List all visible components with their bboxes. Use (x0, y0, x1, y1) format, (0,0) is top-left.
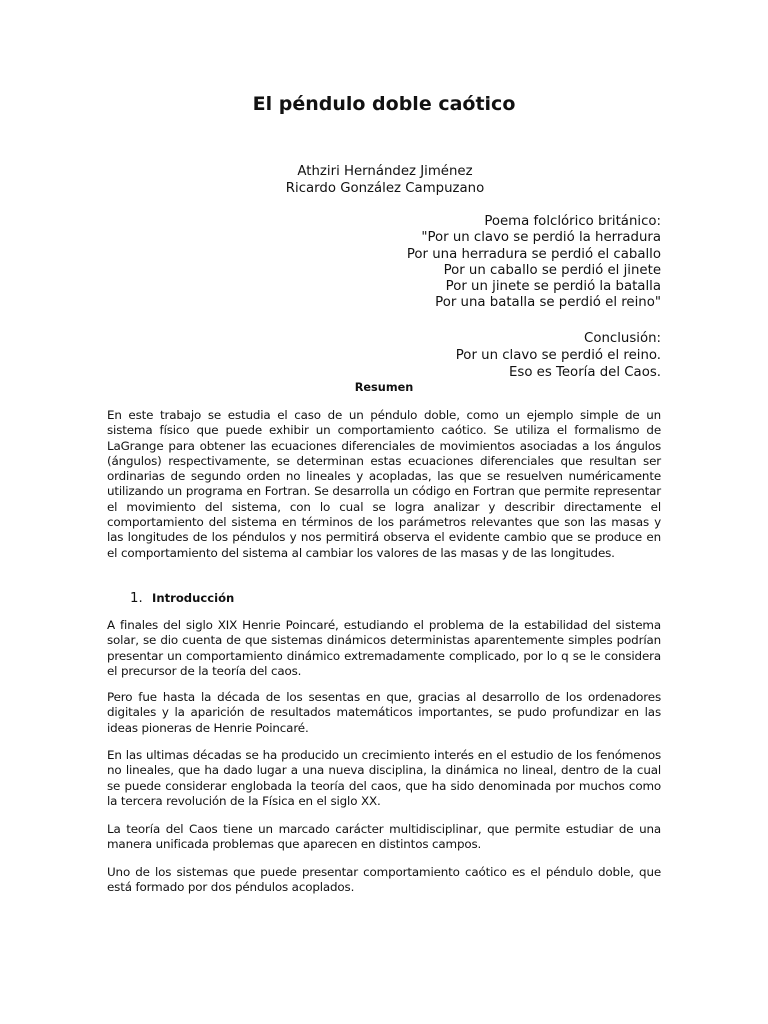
conclusion-line: Eso es Teoría del Caos. (508, 365, 661, 380)
conclusion-line: Por un clavo se perdió el reino. (455, 348, 661, 363)
intro-paragraph: Pero fue hasta la década de los sesentas en que, gracias al desarrollo de los ordenadores digitales y la aparición de resultados matemáticos importantes, se pudo profundizar en las ideas pioneras de Henrie Poincaré. (107, 690, 661, 735)
intro-paragraph: A finales del siglo XIX Henrie Poincaré, estudiando el problema de la estabilidad del sistema solar, se dio cuenta de que sistemas dinámicos deterministas aparentemente simples podrían presentar un comportamiento dinámico extremadamente complicado, por lo q se le considera el precursor de la teoría del caos. (107, 618, 661, 678)
poem-line: Por un jinete se perdió la batalla (445, 279, 661, 295)
section-heading-introduction (130, 590, 234, 607)
epigraph-conclusion (456, 330, 661, 381)
author-name: Ricardo González Campuzano (285, 181, 485, 196)
intro-paragraph: La teoría del Caos tiene un marcado carácter multidisciplinar, que permite estudiar de una manera unificada problemas que aparecen en distintos campos. (107, 822, 661, 852)
section-number: 1. (130, 591, 143, 606)
author-name: Athziri Hernández Jiménez (297, 164, 473, 179)
abstract-text: En este trabajo se estudia el caso de un péndulo doble, como un ejemplo simple de un sistema físico que puede exhibir un comportamiento caótico. Se utiliza el formalismo de LaGrange para obtener las ecuaciones diferenciales de movimientos asociadas a los ángulos (ángulos) respectivamente, se determinan estas ecuaciones diferenciales que resultan ser ordinarias de segundo orden no lineales y acopladas, las que se resuelven numéricamente utilizando un programa en Fortran. Se desarrolla un código en Fortran que permite representar el movimiento del sistema, con lo cual se logra analizar y describir directamente el comportamiento del sistema en términos de los parámetros relevantes que son las masas y las longitudes de los péndulos y nos permitirá observa el evidente cambio que se produce en el comportamiento del sistema al cambiar los valores de las masas y de las longitudes. (107, 408, 661, 560)
epigraph-poem (407, 214, 661, 312)
author-list (250, 163, 520, 197)
abstract-heading: Resumen (354, 381, 414, 394)
poem-line: Por una batalla se perdió el reino" (435, 295, 661, 311)
conclusion-heading: Conclusión: (584, 331, 661, 346)
section-title: Introducción (152, 591, 235, 605)
poem-line: Por una herradura se perdió el caballo (406, 246, 661, 262)
poem-line: "Por un clavo se perdió la herradura (421, 230, 661, 246)
poem-line: Por un caballo se perdió el jinete (443, 262, 661, 278)
intro-paragraph: Uno de los sistemas que puede presentar comportamiento caótico es el péndulo doble, que está formado por dos péndulos acoplados. (107, 865, 661, 895)
poem-heading: Poema folclórico británico: (484, 214, 661, 229)
document-title: El péndulo doble caótico (252, 93, 516, 115)
intro-paragraph: En las ultimas décadas se ha producido un crecimiento interés en el estudio de los fenómenos no lineales, que ha dado lugar a una nueva disciplina, la dinámica no lineal, dentro de la cual se puede considerar englobada la teoría del caos, que ha sido denominada por muchos como la tercera revolución de la Física en el siglo XX. (107, 748, 661, 808)
